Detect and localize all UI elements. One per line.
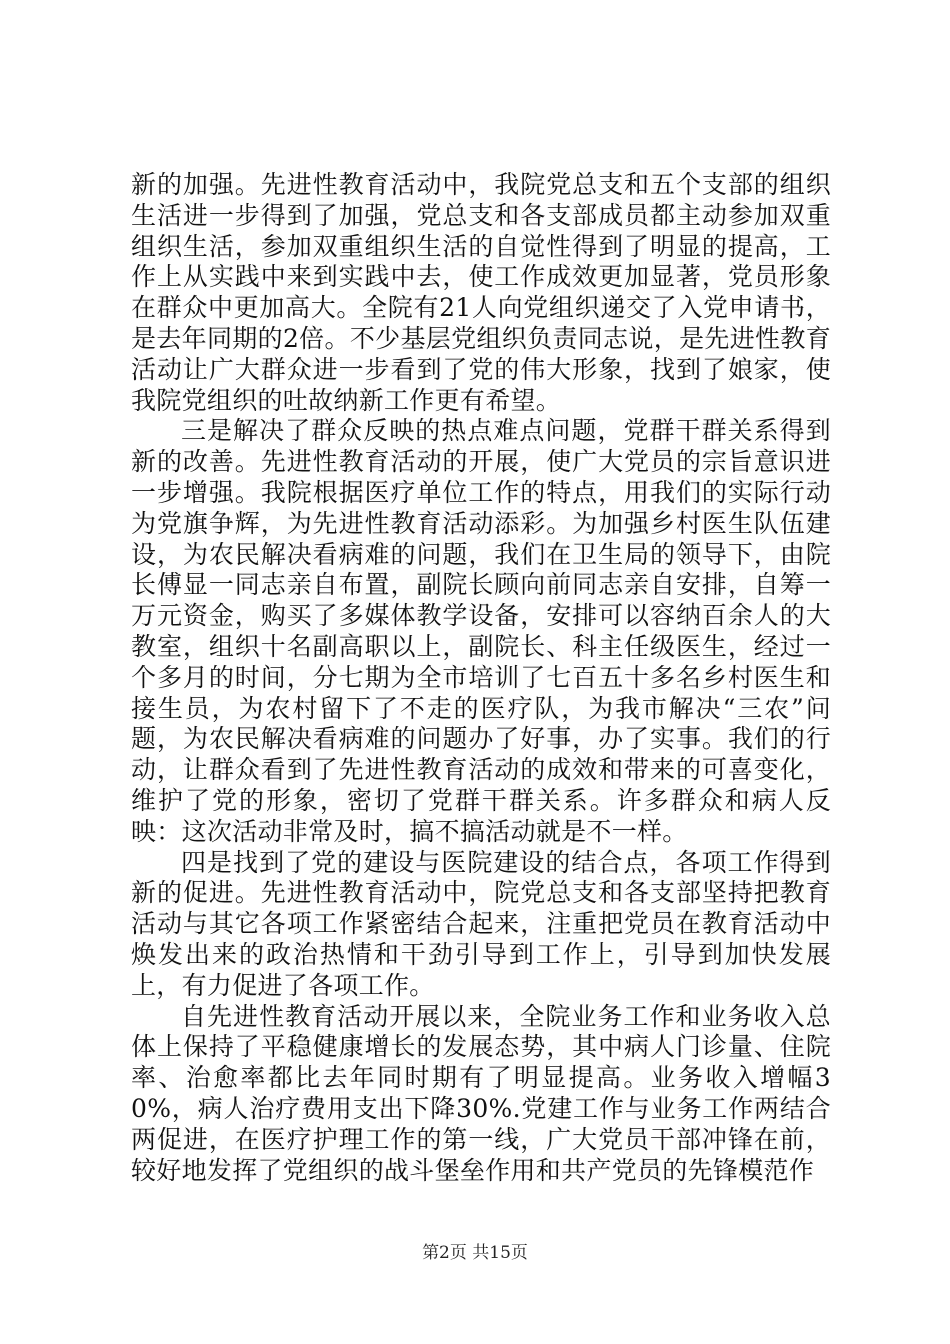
- page-number-footer: 第2页 共15页: [422, 1243, 528, 1263]
- paragraph-1: 新的加强。先进性教育活动中，我院党总支和五个支部的组织生活进一步得到了加强，党总支和各支部成员都主动参加双重组织生活，参加双重组织生活的自觉性得到了明显的提高，工作上从实践中来到实践中去，使工作成效更加显著，党员形象在群众中更加高大。全院有21人向党组织递交了入党申请书，是去年同期的2倍。不少基层党组织负责同志说，是先进性教育活动让广大群众进一步看到了党的伟大形象，找到了娘家，使我院党组织的吐故纳新工作更有希望。: [131, 170, 831, 415]
- paragraph-3: 四是找到了党的建设与医院建设的结合点，各项工作得到新的促进。先进性教育活动中，院党总支和各支部坚持把教育活动与其它各项工作紧密结合起来，注重把党员在教育活动中焕发出来的政治热情和干劲引导到工作上，引导到加快发展上，有力促进了各项工作。: [131, 847, 831, 1000]
- document-body: [131, 170, 831, 1186]
- paragraph-4: 自先进性教育活动开展以来，全院业务工作和业务收入总体上保持了平稳健康增长的发展态势，其中病人门诊量、住院率、治愈率都比去年同时期有了明显提高。业务收入增幅30%，病人治疗费用支出下降30%.党建工作与业务工作两结合两促进，在医疗护理工作的第一线，广大党员干部冲锋在前，较好地发挥了党组织的战斗堡垒作用和共产党员的先锋模范作: [131, 1001, 831, 1185]
- paragraph-2: 三是解决了群众反映的热点难点问题，党群干群关系得到新的改善。先进性教育活动的开展，使广大党员的宗旨意识进一步增强。我院根据医疗单位工作的特点，用我们的实际行动为党旗争辉，为先进性教育活动添彩。为加强乡村医生队伍建设，为农民解决看病难的问题，我们在卫生局的领导下，由院长傅显一同志亲自布置，副院长顾向前同志亲自安排，自筹一万元资金，购买了多媒体教学设备，安排可以容纳百余人的大教室，组织十名副高职以上，副院长、科主任级医生，经过一个多月的时间，分七期为全市培训了七百五十多名乡村医生和接生员，为农村留下了不走的医疗队，为我市解决“三农”问题，为农民解决看病难的问题办了好事，办了实事。我们的行动，让群众看到了先进性教育活动的成效和带来的可喜变化，维护了党的形象，密切了党群干群关系。许多群众和病人反映：这次活动非常及时，搞不搞活动就是不一样。: [131, 416, 831, 846]
